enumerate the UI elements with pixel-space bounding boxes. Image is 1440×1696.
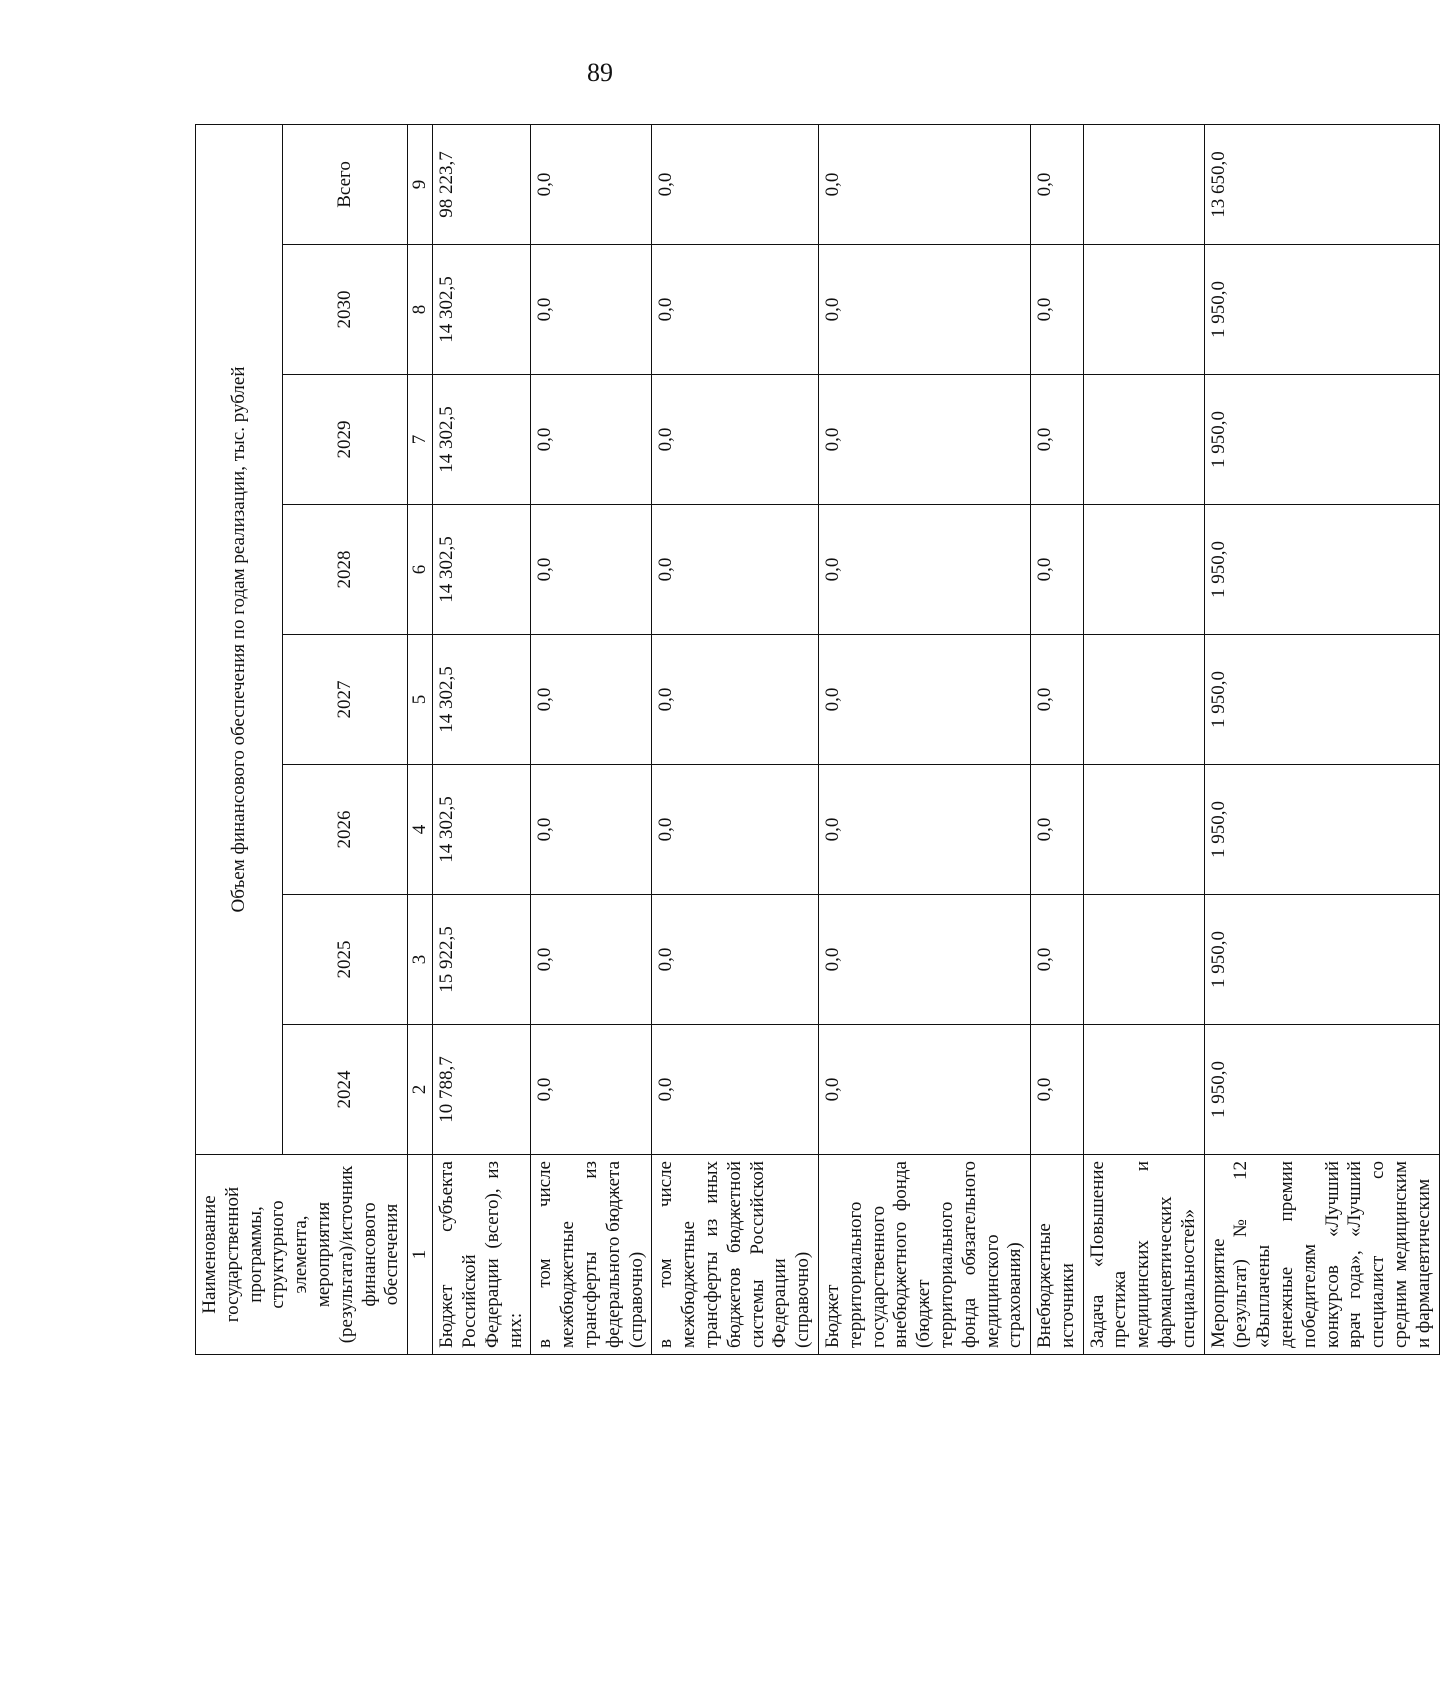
cell-value: 0,0 [652,895,819,1025]
cell-value: 0,0 [818,124,1030,244]
cell-value: 0,0 [652,375,819,505]
cell-value: 0,0 [652,635,819,765]
row-label: в том числе межбюджетные трансферты из федерального бюджета (справочно) [531,1155,652,1355]
cell-value: 0,0 [1031,375,1084,505]
year-header: 2028 [283,505,408,635]
name-column-header: Наименование государственной программы, структурного элемента, мероприятия (результата)/источник финансового обеспечения [196,1155,408,1355]
cell-value: 0,0 [818,375,1030,505]
cell-value: 0,0 [652,245,819,375]
cell-value: 0,0 [531,124,652,244]
cell-value: 0,0 [1031,635,1084,765]
total-header: Всего [283,124,408,244]
column-number: 8 [408,245,433,375]
cell-value: 13 650,0 [1204,124,1439,244]
column-number: 5 [408,635,433,765]
rotated-table-container [195,125,1434,1355]
column-number: 9 [408,124,433,244]
cell-value: 0,0 [1031,505,1084,635]
cell-value: 1 950,0 [1204,245,1439,375]
column-number: 7 [408,375,433,505]
year-header: 2026 [283,765,408,895]
cell-value: 0,0 [531,505,652,635]
cell-value: 15 922,5 [433,895,531,1025]
year-header: 2030 [283,245,408,375]
cell-value: 1 950,0 [1204,1025,1439,1155]
row-label: Внебюджетные источники [1031,1155,1084,1355]
cell-value: 14 302,5 [433,245,531,375]
cell-value: 98 223,7 [433,124,531,244]
cell-value: 0,0 [531,1025,652,1155]
cell-value: 1 950,0 [1204,635,1439,765]
cell-value: 1 950,0 [1204,375,1439,505]
table-row [818,124,1030,1354]
cell-value: 0,0 [1031,765,1084,895]
column-number: 3 [408,895,433,1025]
table-row [1031,124,1084,1354]
cell-value: 0,0 [818,895,1030,1025]
cell-value [1083,1025,1204,1155]
cell-value: 10 788,7 [433,1025,531,1155]
cell-value: 0,0 [652,1025,819,1155]
cell-value: 0,0 [652,765,819,895]
table-row [1083,124,1204,1354]
row-label: Мероприятие (результат) № 12 «Выплачены денежные премии победителям конкурсов «Лучший врач года», «Лучший специалист со средним медицинским и фармацевтическим [1204,1155,1439,1355]
cell-value: 0,0 [818,1025,1030,1155]
cell-value: 0,0 [531,245,652,375]
column-number: 2 [408,1025,433,1155]
cell-value [1083,245,1204,375]
cell-value: 0,0 [652,124,819,244]
cell-value: 0,0 [531,765,652,895]
cell-value: 0,0 [1031,895,1084,1025]
cell-value: 0,0 [818,245,1030,375]
cell-value: 14 302,5 [433,765,531,895]
table-row [1204,124,1439,1354]
cell-value: 0,0 [1031,1025,1084,1155]
table-row [433,124,531,1354]
cell-value: 0,0 [1031,124,1084,244]
cell-value: 1 950,0 [1204,895,1439,1025]
cell-value [1083,375,1204,505]
cell-value: 14 302,5 [433,635,531,765]
cell-value: 1 950,0 [1204,505,1439,635]
row-label: Задача «Повышение престижа медицинских и фармацевтических специальностей» [1083,1155,1204,1355]
year-header: 2024 [283,1025,408,1155]
page-number: 89 [587,58,613,87]
cell-value [1083,505,1204,635]
volume-header: Объем финансового обеспечения по годам реализации, тыс. рублей [196,124,283,1154]
cell-value [1083,124,1204,244]
row-label: в том числе межбюджетные трансферты из иных бюджетов бюджетной системы Российской Федерации (справочно) [652,1155,819,1355]
row-label: Бюджет субъекта Российской Федерации (всего), из них: [433,1155,531,1355]
financing-table [195,124,1440,1355]
year-header: 2027 [283,635,408,765]
cell-value [1083,635,1204,765]
cell-value [1083,765,1204,895]
cell-value: 14 302,5 [433,375,531,505]
header-row-top [196,124,283,1354]
cell-value: 0,0 [818,765,1030,895]
cell-value: 0,0 [818,505,1030,635]
column-number-row [408,124,433,1354]
cell-value: 0,0 [1031,245,1084,375]
cell-value: 0,0 [531,895,652,1025]
cell-value: 0,0 [818,635,1030,765]
year-header: 2029 [283,375,408,505]
row-label: Бюджет территориального государственного внебюджетного фонда (бюджет территориального фонда обязательного медицинского страхования) [818,1155,1030,1355]
year-header: 2025 [283,895,408,1025]
column-number: 1 [408,1155,433,1355]
column-number: 4 [408,765,433,895]
cell-value: 1 950,0 [1204,765,1439,895]
cell-value [1083,895,1204,1025]
cell-value: 0,0 [531,635,652,765]
table-row [652,124,819,1354]
cell-value: 14 302,5 [433,505,531,635]
column-number: 6 [408,505,433,635]
table-row [531,124,652,1354]
cell-value: 0,0 [531,375,652,505]
cell-value: 0,0 [652,505,819,635]
